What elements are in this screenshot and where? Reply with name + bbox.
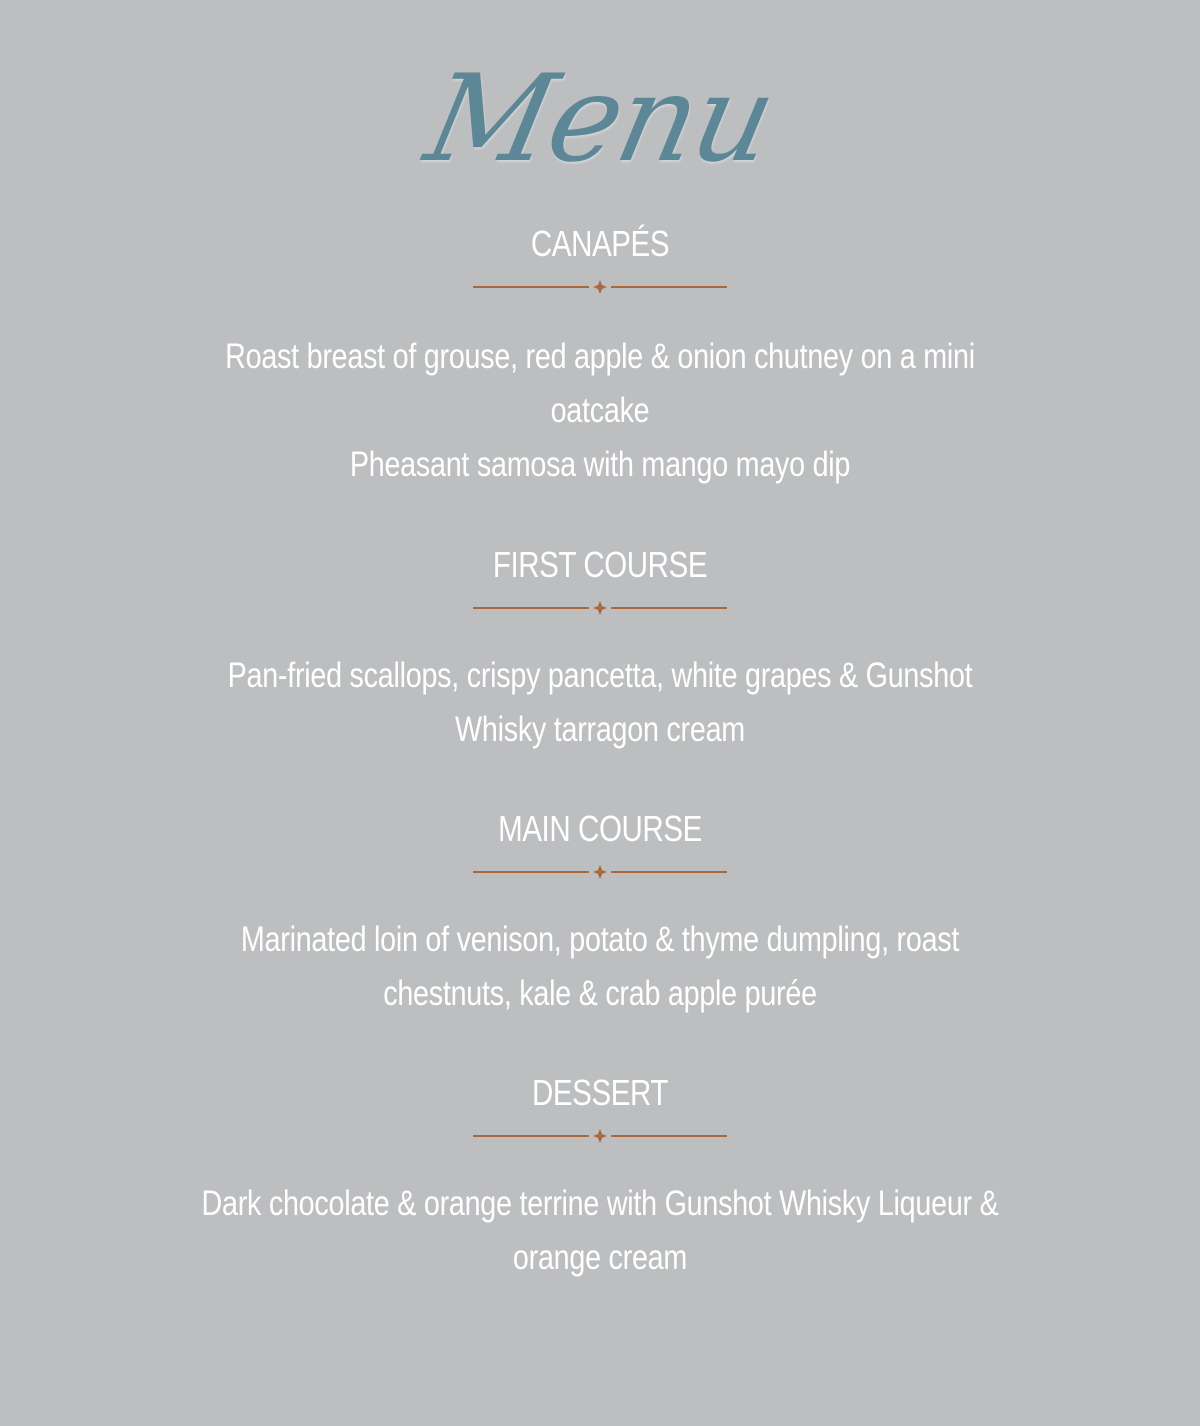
section-first-course	[0, 543, 1200, 757]
section-items	[0, 649, 1200, 757]
menu-title	[0, 40, 1200, 200]
menu-item-line: orange cream	[512, 1238, 688, 1277]
menu-item-line: oatcake	[550, 391, 650, 430]
section-items	[0, 1177, 1200, 1285]
menu-item-line: Pheasant samosa with mango mayo dip	[349, 445, 851, 484]
section-items	[0, 330, 1200, 492]
ornament-divider	[473, 865, 727, 879]
section-heading: CANAPÉS	[530, 223, 670, 264]
menu-item-line: Pan-fried scallops, crispy pancetta, white grapes & Gunshot	[227, 656, 973, 695]
menu-item-line: Whisky tarragon cream	[455, 710, 745, 749]
section-heading: FIRST COURSE	[492, 544, 708, 585]
section-items	[0, 913, 1200, 1021]
section-dessert	[0, 1071, 1200, 1285]
menu-item-line: Marinated loin of venison, potato & thyme dumpling, roast	[240, 920, 960, 959]
ornament-divider	[473, 601, 727, 615]
menu-title-text: Menu	[415, 50, 786, 189]
menu-item-line: Dark chocolate & orange terrine with Gunshot Whisky Liqueur &	[201, 1184, 999, 1223]
section-canapes	[0, 222, 1200, 492]
ornament-divider	[473, 1129, 727, 1143]
ornament-divider	[473, 280, 727, 294]
menu-item-line: chestnuts, kale & crab apple purée	[383, 974, 817, 1013]
section-heading: MAIN COURSE	[498, 808, 702, 849]
section-main-course	[0, 807, 1200, 1021]
menu-item-line: Roast breast of grouse, red apple & onion chutney on a mini	[225, 337, 975, 376]
section-heading: DESSERT	[531, 1072, 669, 1113]
